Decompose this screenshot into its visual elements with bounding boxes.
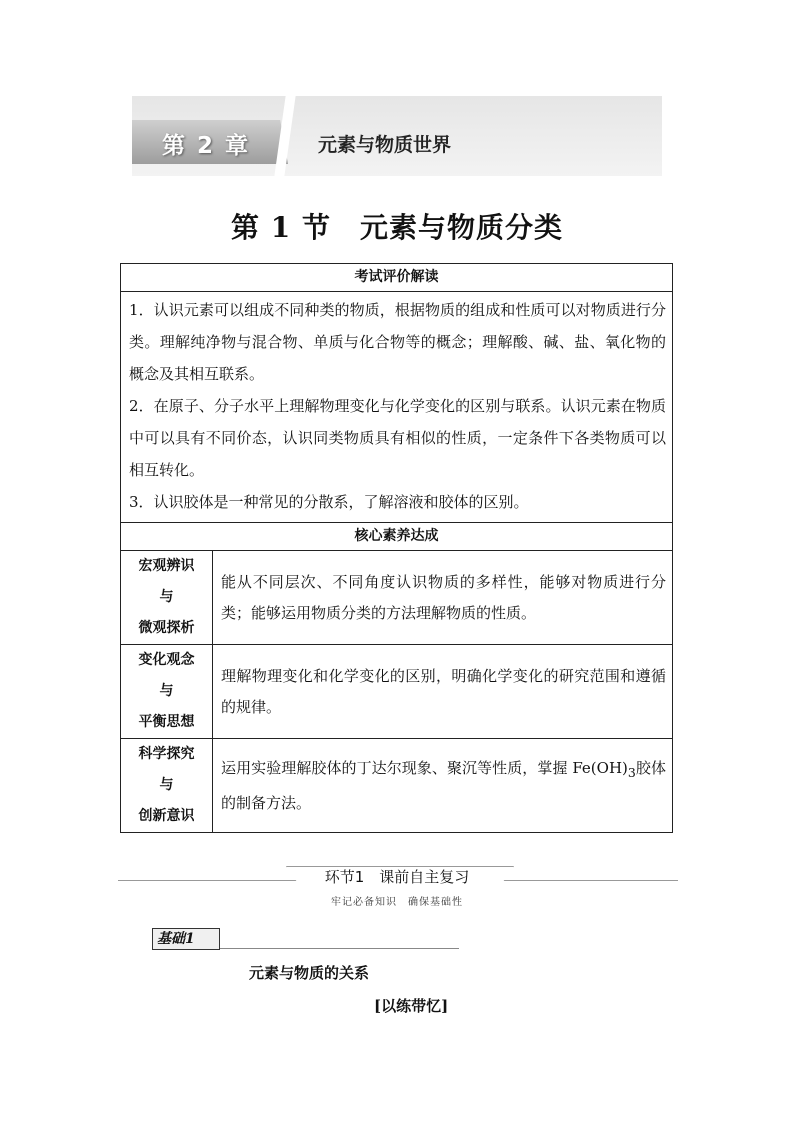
core-label-bottom: 微观探析 bbox=[138, 620, 195, 636]
core-label-top: 变化观念 bbox=[138, 652, 195, 668]
subscript: 3 bbox=[627, 764, 636, 780]
core-label bbox=[121, 739, 213, 833]
core-row bbox=[121, 739, 673, 833]
core-label-bottom: 平衡思想 bbox=[138, 714, 195, 730]
chapter-banner bbox=[132, 96, 662, 176]
exam-item: 2．在原子、分子水平上理解物理变化与化学变化的区别与联系。认识元素在物质中可以具有不同价态，认识同类物质具有相似的性质，一定条件下各类物质可以相互转化。 bbox=[129, 397, 666, 479]
core-desc bbox=[213, 739, 673, 833]
core-row bbox=[121, 551, 673, 645]
core-label-mid: 与 bbox=[159, 777, 174, 793]
exam-item: 1．认识元素可以组成不同种类的物质，根据物质的组成和性质可以对物质进行分类。理解纯净物与混合物、单质与化合物等的概念；理解酸、碱、盐、氧化物的概念及其相互联系。 bbox=[129, 301, 666, 383]
step-label: 环节1 课前自主复习 bbox=[324, 868, 470, 886]
chapter-number: 第 2 章 bbox=[162, 133, 251, 159]
exam-requirements bbox=[121, 292, 673, 523]
exam-item: 3．认识胶体是一种常见的分散系，了解溶液和胶体的区别。 bbox=[129, 493, 529, 511]
core-row bbox=[121, 645, 673, 739]
core-label-bottom: 创新意识 bbox=[138, 808, 195, 824]
section-title: 第 1 节 元素与物质分类 bbox=[231, 211, 563, 244]
exam-header: 考试评价解读 bbox=[121, 264, 673, 292]
core-label-mid: 与 bbox=[159, 589, 174, 605]
chapter-title: 元素与物质世界 bbox=[318, 134, 452, 156]
practice-tag: [以练带忆] bbox=[374, 997, 449, 1015]
topic-title: 元素与物质的关系 bbox=[249, 964, 370, 982]
step-subtitle: 牢记必备知识 确保基础性 bbox=[331, 897, 463, 908]
core-label-mid: 与 bbox=[159, 683, 174, 699]
basis-underline bbox=[214, 948, 459, 949]
core-desc-after: 胶体的制备方法。 bbox=[221, 758, 666, 812]
core-desc: 理解物理变化和化学变化的区别，明确化学变化的研究范围和遵循的规律。 bbox=[213, 645, 673, 739]
core-label bbox=[121, 551, 213, 645]
basis-tag: 基础1 bbox=[152, 928, 220, 950]
core-header: 核心素养达成 bbox=[121, 523, 673, 551]
core-desc-before: 运用实验理解胶体的丁达尔现象、聚沉等性质，掌握 Fe(OH) bbox=[221, 758, 628, 777]
core-desc: 能从不同层次、不同角度认识物质的多样性，能够对物质进行分类；能够运用物质分类的方法理解物质的性质。 bbox=[213, 551, 673, 645]
core-label-top: 宏观辨识 bbox=[138, 558, 195, 574]
core-label-top: 科学探究 bbox=[138, 746, 195, 762]
evaluation-table bbox=[120, 263, 673, 833]
core-label bbox=[121, 645, 213, 739]
